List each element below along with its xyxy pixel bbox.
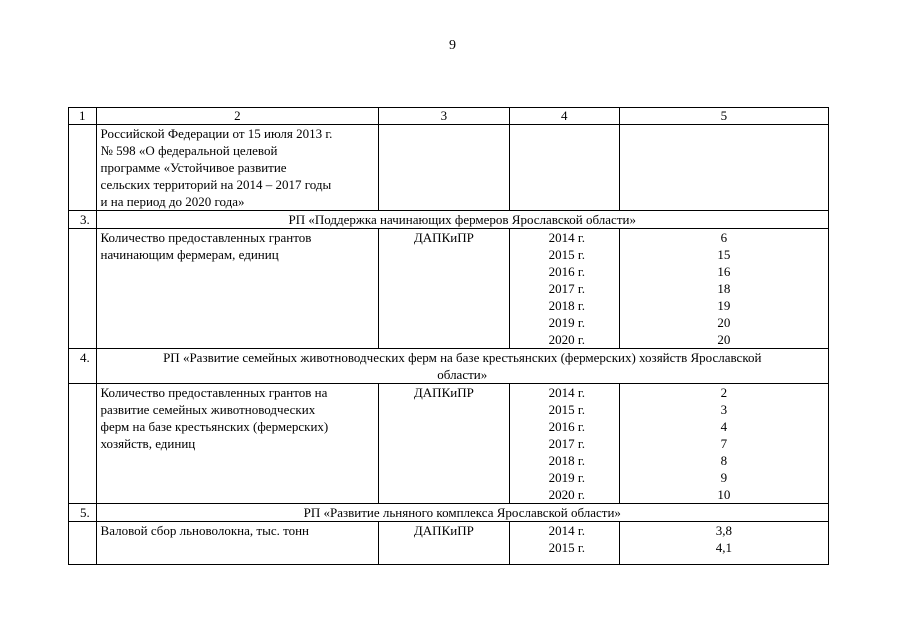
row-num-cell — [69, 522, 97, 565]
value-label: 4 — [720, 419, 728, 434]
value-label: 15 — [717, 247, 731, 262]
year-label: 2017 г. — [548, 281, 586, 296]
section-title — [96, 349, 828, 384]
year-label: 2020 г. — [548, 487, 586, 502]
value-label: 4,1 — [715, 540, 733, 555]
values-cell — [619, 229, 828, 349]
indicator-cell — [96, 384, 379, 504]
value-label: 7 — [720, 436, 728, 451]
year-label: 2014 г. — [548, 523, 586, 538]
year-label: 2019 г. — [548, 315, 586, 330]
continuation-years-cell — [509, 125, 619, 211]
section-header-row — [69, 504, 829, 522]
year-label: 2019 г. — [548, 470, 586, 485]
continuation-executor-cell — [379, 125, 510, 211]
header-cell-2: 2 — [96, 108, 379, 125]
indicator-line: начинающим фермерам, единиц — [100, 247, 279, 262]
value-label: 16 — [717, 264, 731, 279]
continuation-line: Российской Федерации от 15 июля 2013 г. — [100, 126, 333, 141]
indicators-table — [68, 107, 829, 565]
page-number: 9 — [449, 38, 456, 53]
section-title-line: РП «Развитие семейных животноводческих ферм на базе крестьянских (фермерских) хозяйств Ярославской — [163, 350, 762, 365]
year-label: 2015 г. — [548, 540, 586, 555]
continuation-text-cell — [96, 125, 379, 211]
value-label: 20 — [717, 315, 731, 330]
indicator-line: Количество предоставленных грантов на — [100, 385, 328, 400]
values-cell — [619, 384, 828, 504]
header-cell-5: 5 — [619, 108, 828, 125]
section-number: 4. — [69, 349, 97, 384]
value-label: 19 — [717, 298, 731, 313]
section-title: РП «Развитие льняного комплекса Ярославской области» — [96, 504, 828, 522]
year-label: 2016 г. — [548, 264, 586, 279]
header-cell-1: 1 — [69, 108, 97, 125]
section-header-row — [69, 211, 829, 229]
year-label: 2020 г. — [548, 332, 586, 347]
section-title-line: области» — [437, 367, 488, 382]
section-title: РП «Поддержка начинающих фермеров Ярославской области» — [96, 211, 828, 229]
indicator-line: хозяйств, единиц — [100, 436, 196, 451]
value-label: 20 — [717, 332, 731, 347]
section-header-row — [69, 349, 829, 384]
executor-cell: ДАПКиПР — [379, 522, 510, 565]
row-num-cell — [69, 384, 97, 504]
years-cell — [509, 384, 619, 504]
value-label: 9 — [720, 470, 728, 485]
row-num-cell — [69, 229, 97, 349]
value-label: 6 — [720, 230, 728, 245]
indicator-cell — [96, 229, 379, 349]
value-label: 3 — [720, 402, 728, 417]
table-header-row — [69, 108, 829, 125]
indicator-line: развитие семейных животноводческих — [100, 402, 316, 417]
table-row — [69, 522, 829, 565]
year-label: 2018 г. — [548, 453, 586, 468]
years-cell — [509, 522, 619, 565]
value-label: 8 — [720, 453, 728, 468]
value-label: 10 — [717, 487, 731, 502]
year-label: 2018 г. — [548, 298, 586, 313]
continuation-line: № 598 «О федеральной целевой — [100, 143, 278, 158]
continuation-line: и на период до 2020 года» — [100, 194, 245, 209]
value-label: 18 — [717, 281, 731, 296]
value-label: 3,8 — [715, 523, 733, 538]
year-label: 2014 г. — [548, 385, 586, 400]
section-number: 3. — [69, 211, 97, 229]
continuation-line: сельских территорий на 2014 – 2017 годы — [100, 177, 332, 192]
table-row — [69, 229, 829, 349]
table-row-continuation — [69, 125, 829, 211]
years-cell — [509, 229, 619, 349]
header-cell-3: 3 — [379, 108, 510, 125]
continuation-num-cell — [69, 125, 97, 211]
value-label: 2 — [720, 385, 728, 400]
year-label: 2014 г. — [548, 230, 586, 245]
year-label: 2015 г. — [548, 247, 586, 262]
indicator-line: ферм на базе крестьянских (фермерских) — [100, 419, 329, 434]
header-cell-4: 4 — [509, 108, 619, 125]
executor-cell: ДАПКиПР — [379, 384, 510, 504]
indicator-cell — [96, 522, 379, 565]
executor-cell: ДАПКиПР — [379, 229, 510, 349]
year-label: 2017 г. — [548, 436, 586, 451]
indicator-line: Количество предоставленных грантов — [100, 230, 312, 245]
values-cell — [619, 522, 828, 565]
indicator-line: Валовой сбор льноволокна, тыс. тонн — [100, 523, 310, 538]
year-label: 2016 г. — [548, 419, 586, 434]
continuation-values-cell — [619, 125, 828, 211]
section-number: 5. — [69, 504, 97, 522]
table-row — [69, 384, 829, 504]
continuation-line: программе «Устойчивое развитие — [100, 160, 287, 175]
year-label: 2015 г. — [548, 402, 586, 417]
